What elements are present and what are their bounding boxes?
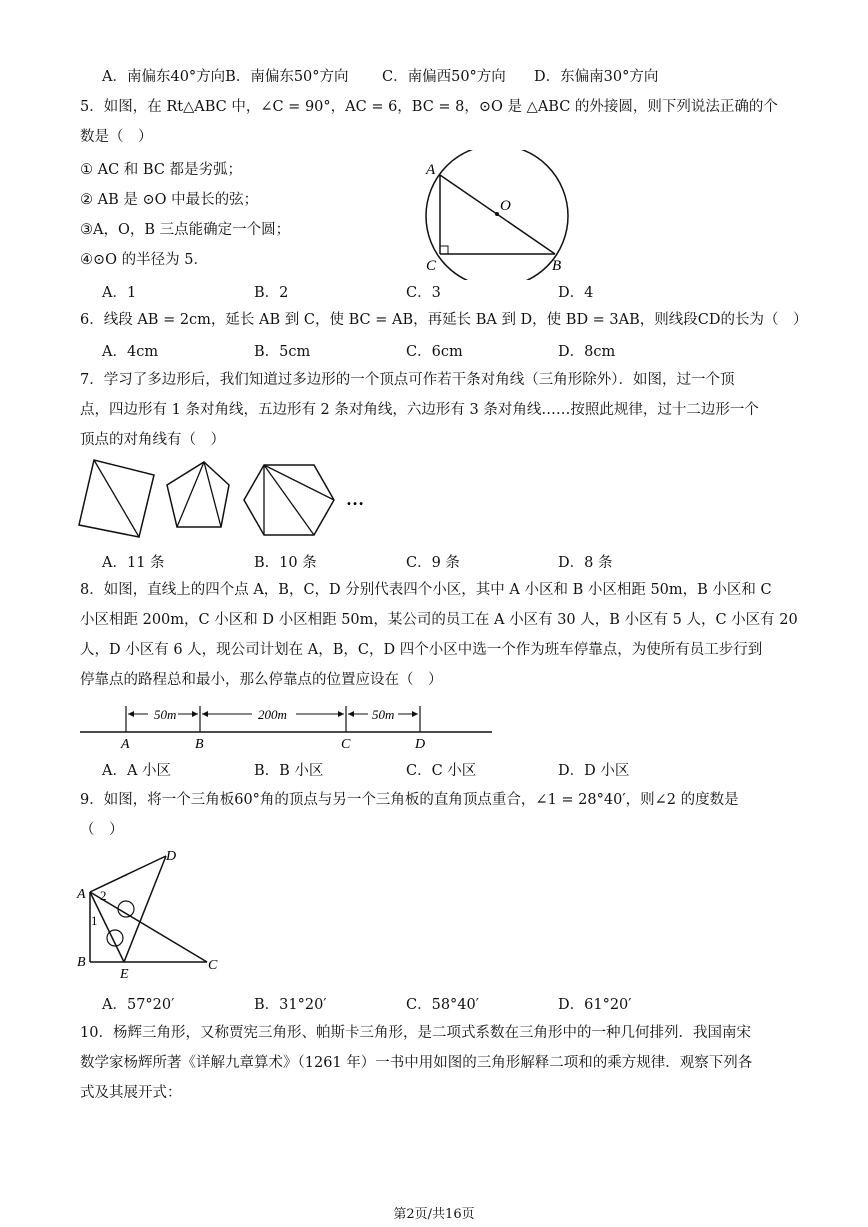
label-a: A <box>77 887 86 902</box>
arrowhead-bc-left <box>202 711 208 717</box>
dist-cd: 50m <box>372 707 395 722</box>
q5-option-a: A．1 <box>102 285 137 301</box>
q9-option-a: A．57°20′ <box>102 997 175 1013</box>
ellipsis: … <box>346 489 364 509</box>
center-point <box>495 212 499 216</box>
pentagon <box>167 462 229 527</box>
arrowhead-bc-right <box>338 711 344 717</box>
q9-option-b: B．31°20′ <box>254 997 327 1013</box>
q8-stem-line1: 8．如图，直线上的四个点 A，B，C，D 分别代表四个小区，其中 A 小区和 B 小区相距 50m，B 小区和 C <box>80 582 772 598</box>
q7-polygons-figure <box>74 455 374 545</box>
label-c: C <box>426 258 437 274</box>
q9-options <box>102 993 710 1014</box>
q9-option-d: D．61°20′ <box>558 997 632 1013</box>
label-b: B <box>552 258 562 274</box>
q5-option-d: D．4 <box>558 285 594 301</box>
q5-statement-2: ② AB 是 ⊙O 中最长的弦； <box>80 192 259 208</box>
q7-stem-line2: 点，四边形有 1 条对角线，五边形有 2 条对角线，六边形有 3 条对角线……按照此规律，过十二边形一个 <box>80 402 759 418</box>
q6-option-a: A．4cm <box>102 344 159 360</box>
arrowhead-cd-left <box>348 711 354 717</box>
q5-option-c: C．3 <box>406 285 441 301</box>
q7-option-b: B．10 条 <box>254 555 317 571</box>
label-c: C <box>208 958 218 973</box>
q8-option-b: B．B 小区 <box>254 763 324 779</box>
segment-de <box>124 856 166 962</box>
q9-option-c: C．58°40′ <box>406 997 480 1013</box>
q8-option-a: A．A 小区 <box>102 763 172 779</box>
point-c-label: C <box>341 737 351 752</box>
label-b: B <box>77 955 86 970</box>
q9-stem-line2: （ ） <box>80 822 124 838</box>
pentagon-diagonal-1 <box>204 462 221 527</box>
q5-options <box>102 281 710 302</box>
q4-option-d: D．东偏南30°方向 <box>534 69 659 85</box>
arrowhead-ab-right <box>192 711 198 717</box>
q7-option-d: D．8 条 <box>558 555 613 571</box>
triangle-hole-1 <box>118 901 134 917</box>
q5-circle-figure <box>420 150 580 280</box>
pentagon-diagonal-2 <box>177 462 204 527</box>
q4-option-ab: A．南偏东40°方向B．南偏东50°方向 <box>102 69 349 85</box>
dist-ab: 50m <box>154 707 177 722</box>
q8-option-c: C．C 小区 <box>406 763 477 779</box>
q5-statement-4: ④⊙O 的半径为 5． <box>80 252 208 268</box>
q6-option-b: B．5cm <box>254 344 311 360</box>
q7-options <box>102 551 710 572</box>
q4-options <box>102 65 686 86</box>
q8-option-d: D．D 小区 <box>558 763 630 779</box>
point-a-label: A <box>121 737 130 752</box>
q5-statement-3: ③A，O，B 三点能确定一个圆； <box>80 222 291 238</box>
arrowhead-ab-left <box>128 711 134 717</box>
q8-stem-line4: 停靠点的路程总和最小，那么停靠点的位置应设在（ ） <box>80 672 443 688</box>
q7-option-a: A．11 条 <box>102 555 165 571</box>
q8-stem-line3: 人，D 小区有 6 人，现公司计划在 A，B，C，D 四个小区中选一个作为班车停靠点，为使所有员工步行到 <box>80 642 763 658</box>
q10-stem-line2: 数学家杨辉所著《详解九章算术》（1261 年）一书中用如图的三角形解释二项和的乘方规律．观察下列各 <box>80 1055 753 1071</box>
point-b-label: B <box>195 737 204 752</box>
quad-diagonal <box>94 460 139 537</box>
q10-stem-line1: 10．杨辉三角形，又称贾宪三角形、帕斯卡三角形，是二项式系数在三角形中的一种几何排列．我国南宋 <box>80 1025 751 1041</box>
q6-options <box>102 340 710 361</box>
q9-stem-line1: 9．如图，将一个三角板60°角的顶点与另一个三角板的直角顶点重合，∠1 = 28°40′，则∠2 的度数是 <box>80 792 739 808</box>
hexagon-diagonal-2 <box>264 465 314 535</box>
right-angle-mark <box>440 246 448 254</box>
label-e: E <box>120 967 129 982</box>
label-o: O <box>500 198 511 214</box>
dist-bc: 200m <box>258 707 287 722</box>
q5-stem-line2: 数是（ ） <box>80 129 153 145</box>
point-d-label: D <box>415 737 426 752</box>
q9-triangles-figure <box>74 845 234 985</box>
q8-stem-line2: 小区相距 200m，C 小区和 D 小区相距 50m，某公司的员工在 A 小区有 30 人，B 小区有 5 人，C 小区有 20 <box>80 612 798 628</box>
label-d: D <box>166 849 177 864</box>
arrowhead-cd-right <box>412 711 418 717</box>
angle-2-label: 2 <box>100 888 107 903</box>
page-number: 第2页/共16页 <box>393 1207 475 1222</box>
q10-stem-line3: 式及其展开式： <box>80 1085 182 1101</box>
q8-line-figure <box>76 700 496 755</box>
label-a: A <box>426 162 436 178</box>
q7-stem-line1: 7．学习了多边形后，我们知道过多边形的一个顶点可作若干条对角线（三角形除外）．如图，过一个顶 <box>80 372 735 388</box>
q7-stem-line3: 顶点的对角线有（ ） <box>80 432 225 448</box>
q4-option-c: C．南偏西50°方向 <box>382 69 506 85</box>
q6-option-d: D．8cm <box>558 344 616 360</box>
q6-option-c: C．6cm <box>406 344 463 360</box>
q5-statement-1: ① AC 和 BC 都是劣弧； <box>80 162 243 178</box>
angle-1-label: 1 <box>91 913 98 928</box>
q6-stem: 6．线段 AB = 2cm，延长 AB 到 C，使 BC = AB，再延长 BA 到 D，使 BD = 3AB，则线段CD的长为（ ） <box>80 312 808 328</box>
q5-option-b: B．2 <box>254 285 289 301</box>
q5-stem-line1: 5．如图，在 Rt△ABC 中，∠C = 90°，AC = 6，BC = 8，⊙O 是 △ABC 的外接圆，则下列说法正确的个 <box>80 99 778 115</box>
q8-options <box>102 759 710 780</box>
q7-option-c: C．9 条 <box>406 555 460 571</box>
